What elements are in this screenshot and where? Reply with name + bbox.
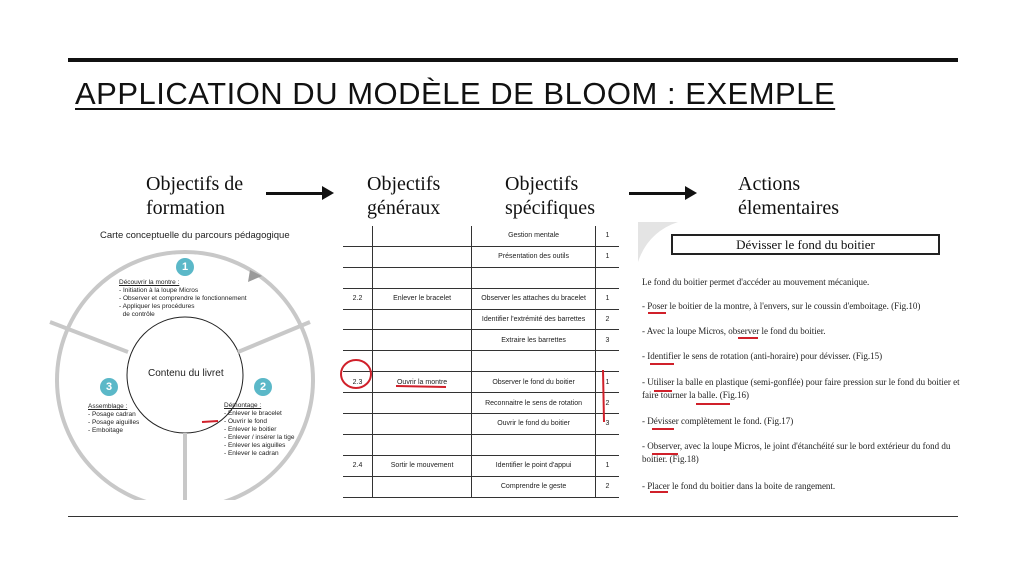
cell-level bbox=[595, 267, 619, 288]
cell-num: 2.4 bbox=[343, 455, 372, 476]
table-annotations bbox=[336, 350, 626, 430]
cell-specific: Observer les attaches du bracelet bbox=[472, 288, 596, 309]
section-item: - Enlever le bracelet bbox=[224, 410, 282, 417]
arrow-right-icon bbox=[629, 192, 687, 195]
doc-paragraph: - Placer le fond du boitier dans la boite de rangement. bbox=[642, 481, 836, 491]
section-item: - Enlever le cadran bbox=[224, 450, 279, 457]
circle-annotation bbox=[341, 360, 371, 388]
cell-specific: Comprendre le geste bbox=[472, 476, 596, 497]
cell-num bbox=[343, 476, 372, 497]
cell-num bbox=[343, 309, 372, 330]
table-row bbox=[343, 246, 619, 267]
cell-level: 3 bbox=[595, 330, 619, 351]
table-row bbox=[343, 288, 619, 309]
cell-level: 2 bbox=[595, 393, 619, 414]
cell-level: 1 bbox=[595, 226, 619, 246]
badge-2: 2 bbox=[254, 378, 272, 396]
cell-general bbox=[372, 267, 471, 288]
section-assemblage bbox=[88, 403, 139, 435]
header-objectifs-formation: Objectifs de formation bbox=[146, 173, 244, 219]
cell-num: 2.2 bbox=[343, 288, 372, 309]
arrow-right-icon bbox=[266, 192, 324, 195]
cell-level: 3 bbox=[595, 414, 619, 435]
cell-general bbox=[372, 246, 471, 267]
section-item: - Appliquer les procédures bbox=[119, 303, 195, 310]
cell-specific bbox=[472, 267, 596, 288]
cell-level: 1 bbox=[595, 288, 619, 309]
cell-general bbox=[372, 226, 471, 246]
section-item: - Initiation à la loupe Micros bbox=[119, 287, 199, 294]
doc-paragraph: - Identifier le sens de rotation (anti-horaire) pour dévisser. (Fig.15) bbox=[642, 351, 883, 361]
cell-general bbox=[372, 309, 471, 330]
divider-right bbox=[238, 322, 310, 352]
cell-specific: Ouvrir le fond du boitier bbox=[472, 414, 596, 435]
section-demontage bbox=[224, 402, 294, 458]
concept-map-title: Carte conceptuelle du parcours pédagogique bbox=[100, 230, 290, 241]
cell-specific: Présentation des outils bbox=[472, 246, 596, 267]
red-mark bbox=[202, 421, 218, 422]
section-heading: Démontage : bbox=[224, 402, 262, 409]
cell-specific: Extraire les barrettes bbox=[472, 330, 596, 351]
section-item: - Posage aiguilles bbox=[88, 419, 140, 426]
doc-paragraph: Le fond du boitier permet d'accéder au mouvement mécanique. bbox=[642, 277, 870, 287]
section-item: - Enlever les aiguilles bbox=[224, 442, 286, 449]
section-item: - Ouvrir le fond bbox=[224, 418, 267, 425]
section-heading: Découvrir la montre : bbox=[119, 279, 180, 286]
cell-level: 1 bbox=[595, 372, 619, 393]
table-row bbox=[343, 476, 619, 497]
doc-paragraph: - Observer, avec la loupe Micros, le joint d'étanchéité sur le bord extérieur du fond du boitier. (Fig.18) bbox=[642, 441, 951, 464]
section-item: - Enlever / insérer la tige bbox=[224, 434, 295, 441]
underline-annotation bbox=[396, 386, 446, 387]
section-item: - Observer et comprendre le fonctionnement bbox=[119, 295, 247, 302]
cell-level bbox=[595, 434, 619, 455]
section-item: - Posage cadran bbox=[88, 411, 136, 418]
section-item: - Emboitage bbox=[88, 427, 124, 434]
cell-num bbox=[343, 226, 372, 246]
top-rule bbox=[68, 58, 958, 62]
center-label: Contenu du livret bbox=[148, 368, 224, 379]
section-heading: Assemblage : bbox=[88, 403, 128, 410]
cell-level: 2 bbox=[595, 309, 619, 330]
section-item: - Enlever le boitier bbox=[224, 426, 277, 433]
table-row bbox=[343, 226, 619, 246]
cell-specific bbox=[472, 434, 596, 455]
cell-specific: Identifier le point d'appui bbox=[472, 455, 596, 476]
cell-num bbox=[343, 434, 372, 455]
cell-specific: Gestion mentale bbox=[472, 226, 596, 246]
cell-num: 2.3 bbox=[343, 372, 372, 393]
table-row bbox=[343, 309, 619, 330]
bottom-rule bbox=[68, 516, 958, 517]
doc-paragraph: - Dévisser complètement le fond. (Fig.17) bbox=[642, 416, 794, 426]
table-row bbox=[343, 330, 619, 351]
cell-specific: Identifier l'extrémité des barrettes bbox=[472, 309, 596, 330]
slide-title: APPLICATION DU MODÈLE DE BLOOM : EXEMPLE bbox=[75, 76, 836, 111]
cell-level: 1 bbox=[595, 246, 619, 267]
cell-general bbox=[372, 434, 471, 455]
cell-num bbox=[343, 267, 372, 288]
table-row bbox=[343, 434, 619, 455]
cell-level: 1 bbox=[595, 455, 619, 476]
section-decouvrir bbox=[119, 279, 247, 319]
cell-general bbox=[372, 330, 471, 351]
section-item: de contrôle bbox=[119, 311, 155, 318]
doc-paragraph: - Utiliser la balle en plastique (semi-gonflée) pour faire pression sur le fond du boitier et faire tourner la balle. (Fig.16) bbox=[642, 377, 960, 400]
table-row bbox=[343, 267, 619, 288]
badge-1: 1 bbox=[176, 258, 194, 276]
document-title: Dévisser le fond du boitier bbox=[671, 234, 940, 255]
bracket-annotation bbox=[603, 370, 604, 422]
doc-annotations bbox=[640, 300, 960, 500]
doc-paragraph: - Avec la loupe Micros, observer le fond du boitier. bbox=[642, 326, 826, 336]
cell-specific: Observer le fond du boitier bbox=[472, 372, 596, 393]
badge-3: 3 bbox=[100, 378, 118, 396]
cell-num bbox=[343, 246, 372, 267]
cell-general bbox=[372, 476, 471, 497]
doc-paragraph: - Poser le boitier de la montre, à l'envers, sur le coussin d'emboitage. (Fig.10) bbox=[642, 301, 921, 311]
cell-specific: Reconnaitre le sens de rotation bbox=[472, 393, 596, 414]
cell-general: Enlever le bracelet bbox=[372, 288, 471, 309]
cell-num bbox=[343, 330, 372, 351]
table-row bbox=[343, 455, 619, 476]
cell-level: 2 bbox=[595, 476, 619, 497]
header-objectifs-generaux: Objectifs généraux bbox=[367, 173, 441, 219]
cell-general: Sortir le mouvement bbox=[372, 455, 471, 476]
header-objectifs-specifiques: Objectifs spécifiques bbox=[505, 173, 595, 219]
header-actions-elementaires: Actions élementaires bbox=[738, 173, 840, 219]
cell-general: Ouvrir la montre bbox=[372, 372, 471, 393]
